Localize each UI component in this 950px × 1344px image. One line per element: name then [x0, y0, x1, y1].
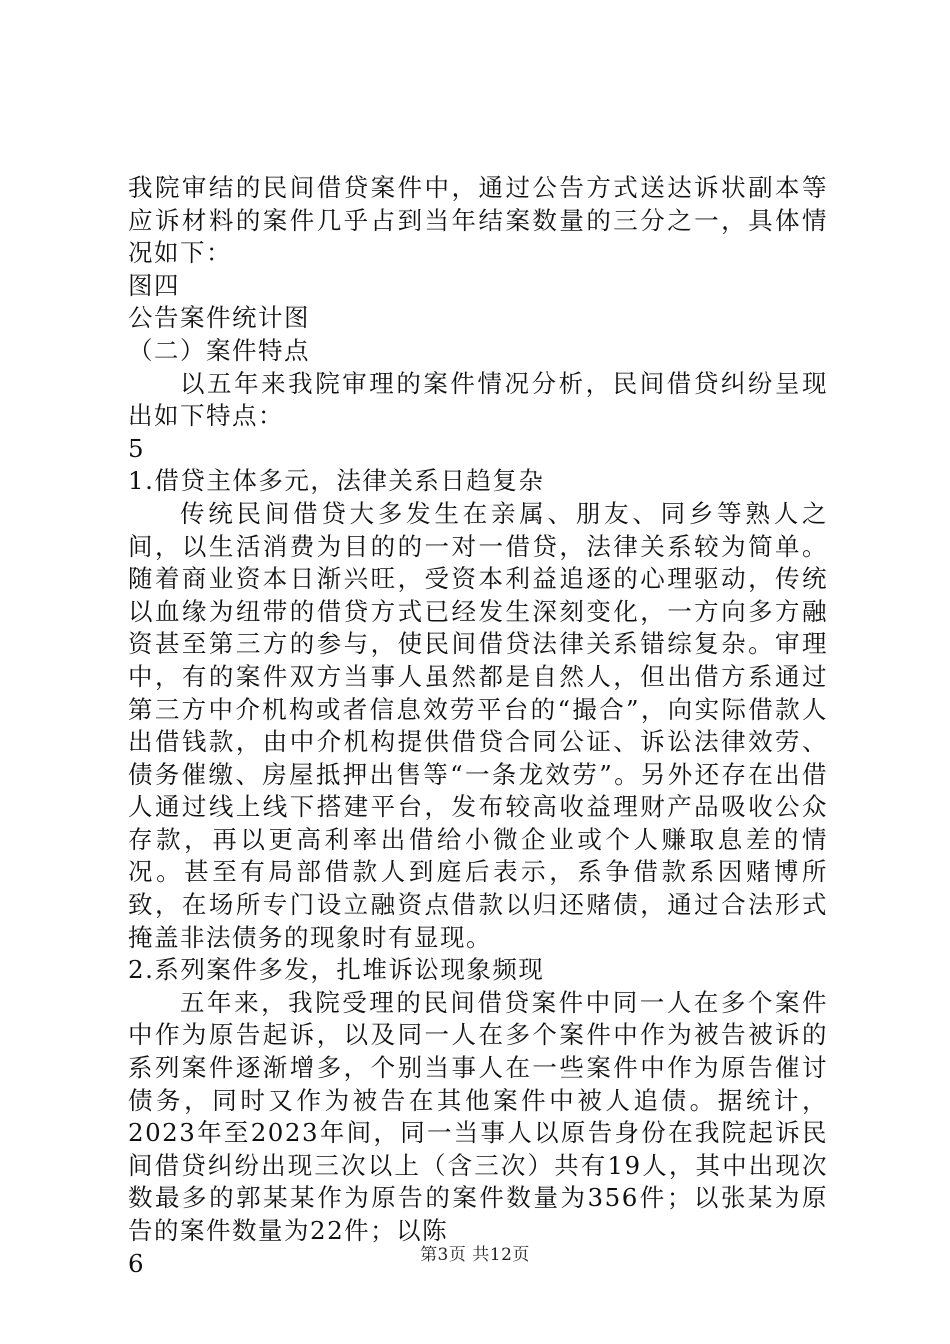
paragraph-feature-2: 五年来，我院受理的民间借贷案件中同一人在多个案件中作为原告起诉，以及同一人在多个案件中作为被告被诉的系列案件逐渐增多，个别当事人在一些案件中作为原告催讨债务，同时又作为被告在其他案件中被人追债。据统计，2023年至2023年间，同一当事人以原告身份在我院起诉民间借贷纠纷出现三次以上（含三次）共有19人，其中出现次数最多的郭某某作为原告的案件数量为356件；以张某为原告的案件数量为22件；以陈 [128, 987, 828, 1245]
figure-label: 图四 [128, 270, 180, 300]
figure-caption: 公告案件统计图 [128, 303, 310, 333]
document-body [128, 172, 828, 1280]
subheading-2: 2.系列案件多发，扎堆诉讼现象频现 [128, 955, 545, 985]
page-footer: 第3页 共12页 [420, 1245, 530, 1265]
subheading-1: 1.借贷主体多元，法律关系日趋复杂 [128, 466, 545, 496]
paragraph-section-intro: 以五年来我院审理的案件情况分析，民间借贷纠纷呈现出如下特点： [128, 368, 828, 431]
section-heading: （二）案件特点 [128, 335, 310, 365]
paragraph-feature-1: 传统民间借贷大多发生在亲属、朋友、同乡等熟人之间，以生活消费为目的的一对一借贷，法律关系较为简单。随着商业资本日渐兴旺，受资本利益追逐的心理驱动，传统以血缘为纽带的借贷方式已经发生深刻变化，一方向多方融资甚至第三方的参与，使民间借贷法律关系错综复杂。审理中，有的案件双方当事人虽然都是自然人，但出借方系通过第三方中介机构或者信息效劳平台的“撮合”，向实际借款人出借钱款，由中介机构提供借贷合同公证、诉讼法律效劳、债务催缴、房屋抵押出售等“一条龙效劳”。另外还存在出借人通过线上线下搭建平台，发布较高收益理财产品吸收公众存款，再以更高利率出借给小微企业或个人赚取息差的情况。甚至有局部借款人到庭后表示，系争借款系因赌博所致，在场所专门设立融资点借款以归还赌债，通过合法形式掩盖非法债务的现象时有显现。 [128, 498, 828, 952]
paragraph-intro: 我院审结的民间借贷案件中，通过公告方式送达诉状副本等应诉材料的案件几乎占到当年结案数量的三分之一，具体情况如下： [128, 173, 828, 268]
inline-page-number: 5 [128, 433, 146, 463]
inline-page-number: 6 [128, 1248, 146, 1278]
